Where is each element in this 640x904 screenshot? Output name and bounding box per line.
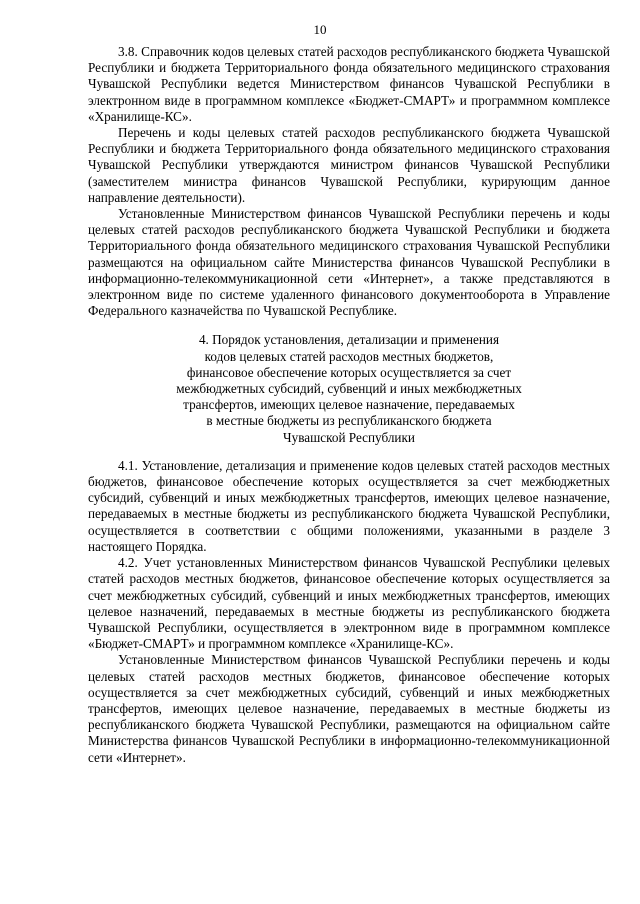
section-heading-line: трансфертов, имеющих целевое назначение, передаваемых: [183, 397, 515, 413]
section-heading-line: кодов целевых статей расходов местных бюджетов,: [204, 348, 494, 364]
section-4-heading: [88, 332, 610, 445]
paragraph-local-publication: Установленные Министерством финансов Чувашской Республики перечень и коды целевых статей расходов местных бюджетов, финансовое обеспечение которых осуществляется за счет межбюджетных субсидий, субвенций и иных межбюджетных трансфертов, имеющих целевое назначение, передаваемых в местные бюджеты из республиканского бюджета Чувашской Республики, размещаются на официальном сайте Министерства финансов Чувашской Республики в информационно-телекоммуникационной сети «Интернет».: [88, 652, 610, 765]
section-heading-line: Чувашской Республики: [283, 429, 415, 445]
section-heading-line: в местные бюджеты из республиканского бюджета: [206, 413, 492, 429]
document-body: [88, 44, 610, 766]
section-heading-line: 4. Порядок установления, детализации и применения: [198, 332, 500, 348]
paragraph-4-1: 4.1. Установление, детализация и применение кодов целевых статей расходов местных бюджетов, финансовое обеспечение которых осуществляется за счет межбюджетных субсидий, субвенций и иных межбюджетных трансфертов, имеющих целевое назначение, передаваемых в местные бюджеты из республиканского бюджета Чувашской Республики, осуществляется в соответствии с общими положениями, указанными в разделе 3 настоящего Порядка.: [88, 457, 610, 554]
paragraph-list-approval: Перечень и коды целевых статей расходов республиканского бюджета Чувашской Республики и бюджета Территориального фонда обязательного медицинского страхования Чувашской Республики утверждаются министром финансов Чувашской Республики (заместителем министра финансов Чувашской Республики, курирующим данное направление деятельности).: [88, 125, 610, 205]
section-heading-line: финансовое обеспечение которых осуществляется за счет: [186, 364, 512, 380]
paragraph-publication: Установленные Министерством финансов Чувашской Республики перечень и коды целевых статей расходов республиканского бюджета Чувашской Республики и бюджета Территориального фонда обязательного медицинского страхования Чувашской Республики размещаются на официальном сайте Министерства финансов Чувашской Республики в информационно-телекоммуникационной сети «Интернет», а также представляются в электронном виде по системе удаленного финансового документооборота в Управление Федерального казначейства по Чувашской Республике.: [88, 206, 610, 319]
paragraph-3-8: 3.8. Справочник кодов целевых статей расходов республиканского бюджета Чувашской Республики и бюджета Территориального фонда обязательного медицинского страхования Чувашской Республики ведется Министерством финансов Чувашской Республики в электронном виде в программном комплексе «Бюджет-СМАРТ» и программном комплексе «Хранилище-КС».: [88, 44, 610, 124]
paragraph-4-2: 4.2. Учет установленных Министерством финансов Чувашской Республики целевых статей расходов местных бюджетов, финансовое обеспечение которых осуществляется за счет межбюджетных субсидий, субвенций и иных межбюджетных трансфертов, имеющих целевое назначений, передаваемых в местные бюджеты из республиканского бюджета Чувашской Республики, осуществляется в электронном виде в программном комплексе «Бюджет-СМАРТ» и программном комплексе «Хранилище-КС».: [88, 555, 610, 652]
section-heading-line: межбюджетных субсидий, субвенций и иных межбюджетных: [176, 381, 522, 397]
page-number: 10: [313, 22, 327, 37]
